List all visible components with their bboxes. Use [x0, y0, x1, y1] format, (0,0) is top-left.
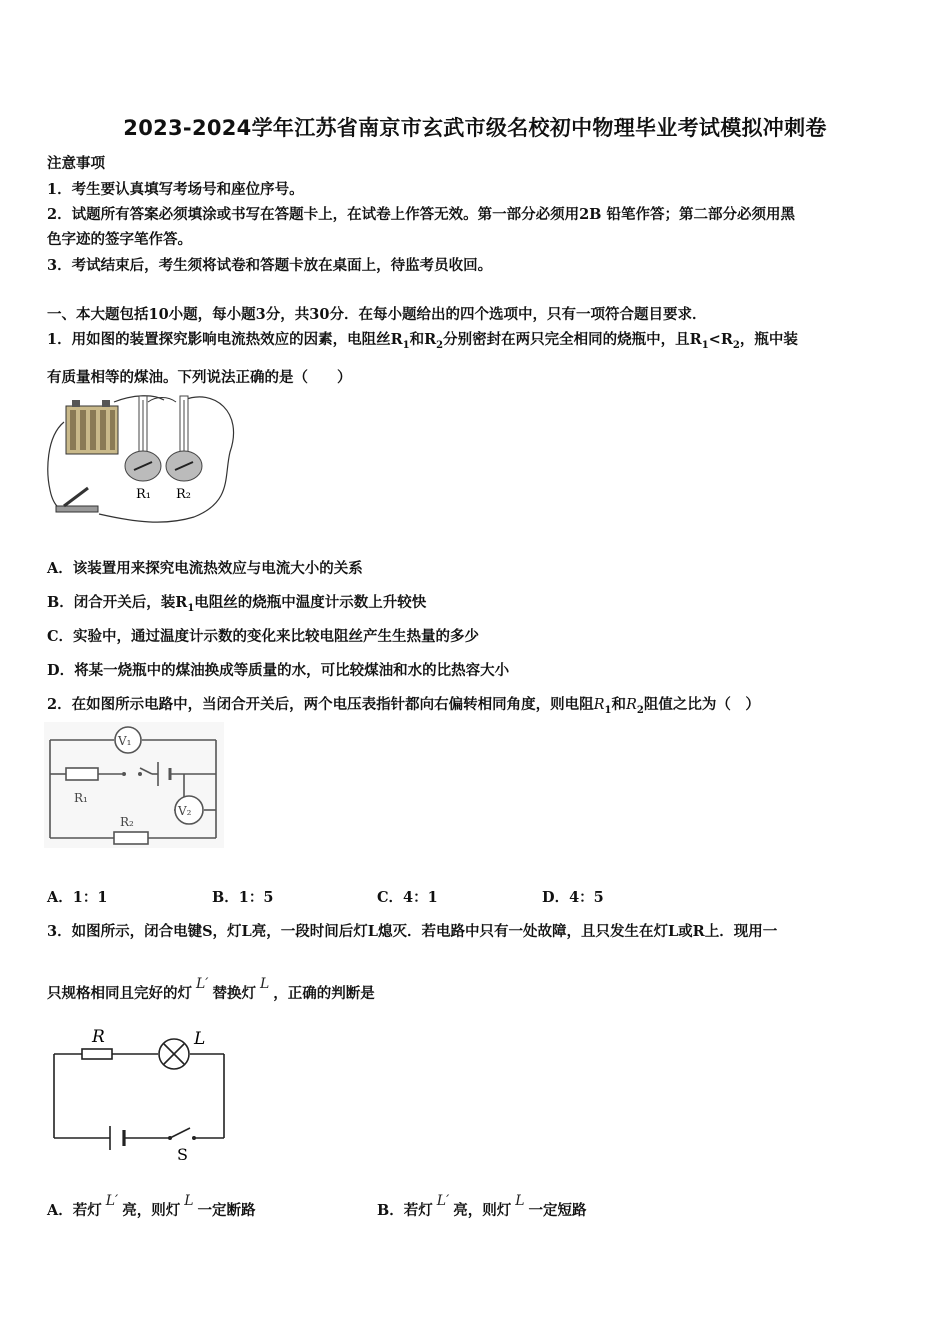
q3-option-b-l: L [515, 1193, 525, 1209]
q3-fig-label-s: S [177, 1145, 188, 1164]
q2-stem [47, 693, 760, 716]
switch-icon [168, 1136, 172, 1140]
notice-heading: 注意事项 [47, 155, 105, 172]
q1-sub-2b: 2 [732, 339, 740, 351]
flask-r2-icon [166, 396, 202, 481]
notice-item-1: 1．考生要认真填写考场号和座位序号。 [47, 181, 304, 198]
q2-option-d[interactable]: D．4：5 [542, 889, 604, 906]
q1-option-d[interactable]: D．将某一烧瓶中的煤油换成等质量的水，可比较煤油和水的比热容大小 [47, 662, 510, 679]
q1-sub-2: 2 [436, 339, 444, 351]
q1-stem-part-c: 分别密封在两只完全相同的烧瓶中，且R [443, 331, 702, 348]
q2-sub-1: 1 [604, 704, 612, 716]
notice-item-3: 3．考试结束后，考生须将试卷和答题卡放在桌面上，待监考员收回。 [47, 257, 493, 274]
q1-fig-label-r2: R₂ [176, 487, 191, 502]
q3-option-b-part-a: B．若灯 [377, 1202, 433, 1219]
q2-fig-label-r1: R₁ [74, 791, 88, 805]
q2-option-a[interactable]: A．1：1 [47, 889, 108, 906]
q2-option-c[interactable]: C．4：1 [377, 889, 438, 906]
q3-fig-label-l: L [194, 1029, 206, 1049]
lamp-icon [159, 1039, 189, 1069]
q3-lprime-symbol: L′ [196, 976, 209, 992]
q1-option-b-part-a: B．闭合开关后，装R [47, 594, 188, 611]
q3-fig-label-r: R [92, 1027, 105, 1047]
resistor-r2-icon [114, 832, 148, 844]
q1-sub-1: 1 [402, 339, 410, 351]
resistor-r-icon [82, 1049, 112, 1059]
q3-stem-part-a: 只规格相同且完好的灯 [47, 985, 192, 1002]
q2-stem-part-b: 阻值之比为（ ） [643, 696, 760, 713]
q1-stem-part-b: 和R [409, 331, 437, 348]
q2-fig-label-r2: R₂ [120, 815, 134, 829]
battery-icon [66, 400, 118, 454]
q3-stem-part-b: 替换灯 [212, 985, 256, 1002]
q3-option-a-part-c: 一定断路 [197, 1202, 256, 1219]
q1-option-b-part-b: 电阻丝的烧瓶中温度计示数上升较快 [194, 594, 427, 611]
q1-stem-part-e: ，瓶中装 [739, 331, 798, 348]
switch-pivot-icon [122, 772, 126, 776]
q1-stem-part-a: 1．用如图的装置探究影响电流热效应的因素，电阻丝R [47, 331, 403, 348]
q2-r1-symbol: R [593, 697, 605, 713]
q2-and: 和 [611, 696, 626, 713]
q2-r2-symbol: R [625, 697, 637, 713]
q3-option-b-part-b: 亮，则灯 [453, 1202, 512, 1219]
q1-option-c[interactable]: C．实验中，通过温度计示数的变化来比较电阻丝产生生热量的多少 [47, 628, 480, 645]
q2-fig-label-v1: V₁ [118, 734, 132, 748]
q1-stem-line2: 有质量相等的煤油。下列说法正确的是（ ） [47, 369, 352, 386]
q3-option-a-l: L [184, 1193, 194, 1209]
resistor-r1-icon [66, 768, 98, 780]
q3-stem-line1: 3．如图所示，闭合电键S，灯L亮，一段时间后灯L熄灭．若电路中只有一处故障，且只发生在灯L或R上．现用一 [47, 923, 778, 940]
q3-option-a-part-b: 亮，则灯 [122, 1202, 181, 1219]
q1-fig-label-r1: R₁ [136, 487, 151, 502]
q1-sub-1b: 1 [701, 339, 709, 351]
q1-stem-line1 [47, 328, 798, 351]
q3-circuit-figure [44, 1022, 244, 1164]
notice-item-2: 2．试题所有答案必须填涂或书写在答题卡上，在试卷上作答无效。第一部分必须用2B 铅笔作答；第二部分必须用黑 [47, 206, 795, 223]
q1-option-b-sub: 1 [187, 602, 195, 614]
flask-r1-icon [125, 396, 161, 481]
section-heading: 一、本大题包括10小题，每小题3分，共30分．在每小题给出的四个选项中，只有一项符合题目要求． [47, 306, 707, 323]
q1-option-b[interactable] [47, 591, 426, 614]
q2-sub-2: 2 [636, 704, 644, 716]
q3-l-symbol: L [259, 976, 270, 992]
q3-option-a-part-a: A．若灯 [47, 1202, 102, 1219]
q2-circuit-figure [44, 722, 224, 848]
page-title: 2023-2024学年江苏省南京市玄武市级名校初中物理毕业考试模拟冲刺卷 [123, 116, 827, 140]
q3-option-a[interactable] [47, 1193, 256, 1220]
q2-fig-label-v2: V₂ [178, 804, 192, 818]
q3-option-a-lprime: L′ [105, 1193, 119, 1209]
q3-stem-part-c: ，正确的判断是 [273, 985, 375, 1002]
q3-option-b-lprime: L′ [436, 1193, 450, 1209]
q2-stem-part-a: 2．在如图所示电路中，当闭合开关后，两个电压表指针都向右偏转相同角度，则电阻 [47, 696, 594, 713]
q1-option-a[interactable]: A．该装置用来探究电流热效应与电流大小的关系 [47, 560, 363, 577]
q1-stem-part-d: <R [708, 331, 733, 348]
q3-stem-line2 [47, 976, 375, 1003]
q1-apparatus-figure [44, 392, 244, 527]
q3-option-b[interactable] [377, 1193, 587, 1220]
q2-option-b[interactable]: B．1：5 [212, 889, 274, 906]
notice-item-2-cont: 色字迹的签字笔作答。 [47, 231, 192, 248]
switch-icon [56, 488, 98, 512]
q3-option-b-part-c: 一定短路 [528, 1202, 587, 1219]
